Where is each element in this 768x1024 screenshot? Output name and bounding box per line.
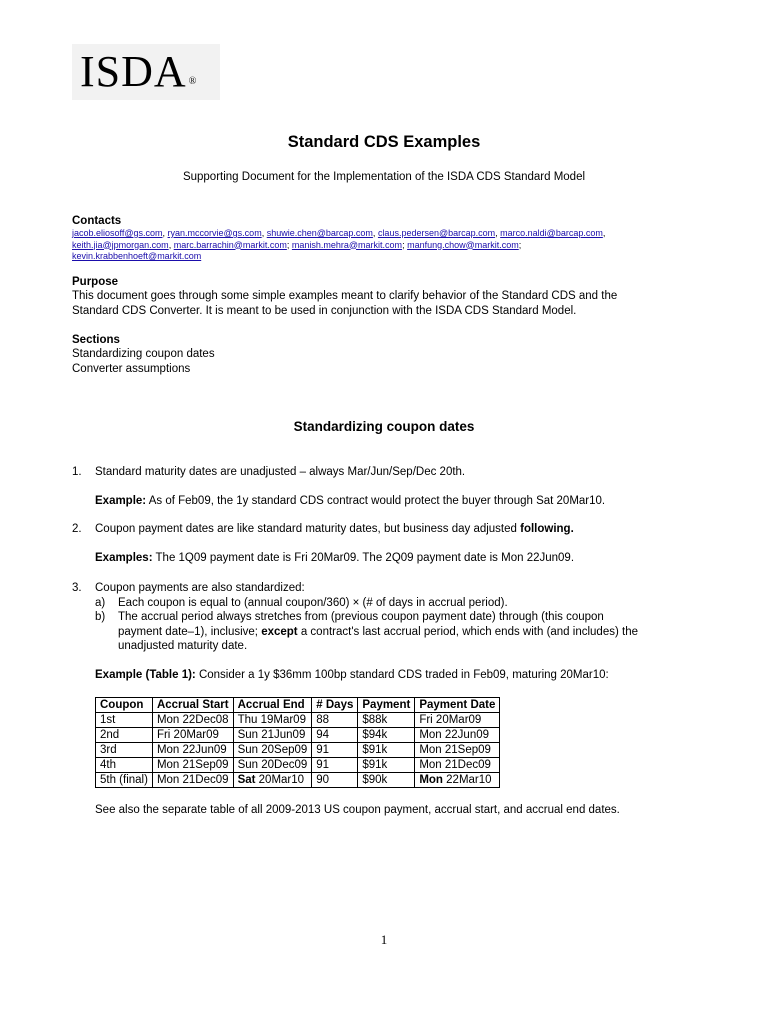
cell-payment: $88k xyxy=(358,713,415,728)
email-link[interactable]: ryan.mccorvie@gs.com xyxy=(167,228,262,238)
email-link[interactable]: manish.mehra@markit.com xyxy=(291,239,403,250)
see-also-note: See also the separate table of all 2009-2013 US coupon payment, accrual start, and accrual end dates. xyxy=(95,804,620,816)
coupon-table xyxy=(95,697,500,788)
email-link[interactable]: kevin.krabbenhoeft@markit.com xyxy=(72,251,202,261)
item-number: 3. xyxy=(72,582,82,594)
sub-item-b xyxy=(95,610,702,654)
cell-payment: $90k xyxy=(358,773,415,788)
sub-item-label: a) xyxy=(95,596,106,609)
column-header: Payment xyxy=(358,698,415,713)
column-header: Accrual End xyxy=(233,698,312,713)
example-text: Consider a 1y $36mm 100bp standard CDS traded in Feb09, maturing 20Mar10: xyxy=(195,668,609,681)
cell-days: 91 xyxy=(312,743,358,758)
email-link[interactable]: manfung.chow@markit.com xyxy=(407,239,519,250)
list-item-1 xyxy=(72,465,702,508)
cell-payment: $94k xyxy=(358,728,415,743)
email-link[interactable]: shuwie.chen@barcap.com xyxy=(266,228,373,238)
table-row xyxy=(96,713,500,728)
document-subtitle: Supporting Document for the Implementation of the ISDA CDS Standard Model xyxy=(182,171,586,183)
section-entry: Converter assumptions xyxy=(72,362,191,375)
isda-logo xyxy=(72,44,220,100)
logo-text: ISDA xyxy=(80,47,187,96)
item-text xyxy=(95,522,702,537)
purpose-section xyxy=(72,275,692,318)
sections-list xyxy=(72,333,692,376)
bold-day: Mon xyxy=(419,774,443,786)
contacts-section xyxy=(72,214,692,263)
sub-item-text: unadjusted maturity date. xyxy=(118,640,248,652)
example-text: The 1Q09 payment date is Fri 20Mar09. The 2Q09 payment date is Mon 22Jun09. xyxy=(152,551,575,564)
table-row xyxy=(96,728,500,743)
cell-accrual-start: Fri 20Mar09 xyxy=(152,728,233,743)
example-line xyxy=(95,494,702,509)
cell-payment-date: Mon 21Dec09 xyxy=(415,758,500,773)
cell-payment-date: Mon 22Mar10 xyxy=(415,773,500,788)
cell-days: 90 xyxy=(312,773,358,788)
example-line xyxy=(95,668,702,683)
item-text-part: Coupon payment dates are like standard maturity dates, but business day adjusted xyxy=(95,523,521,535)
cell-coupon: 3rd xyxy=(96,743,153,758)
section-entry: Standardizing coupon dates xyxy=(72,348,215,360)
cell-accrual-end: Sun 20Dec09 xyxy=(233,758,312,773)
sub-item-text: The accrual period always stretches from (previous coupon payment date) through (this coupon xyxy=(118,611,604,623)
table-row xyxy=(96,758,500,773)
column-header: Coupon xyxy=(96,698,153,713)
example-label: Examples: xyxy=(95,551,153,564)
cell-payment-date: Fri 20Mar09 xyxy=(415,713,500,728)
contacts-heading: Contacts xyxy=(72,215,122,227)
item-number: 1. xyxy=(72,466,82,478)
cell-accrual-end: Sun 21Jun09 xyxy=(233,728,312,743)
item-text: Standard maturity dates are unadjusted – always Mar/Jun/Sep/Dec 20th. xyxy=(95,466,466,478)
cell-coupon: 1st xyxy=(96,713,153,728)
registered-mark: ® xyxy=(188,75,197,87)
page-number: 1 xyxy=(380,932,388,947)
cell-days: 88 xyxy=(312,713,358,728)
cell-days: 91 xyxy=(312,758,358,773)
cell-accrual-start: Mon 22Dec08 xyxy=(152,713,233,728)
purpose-heading: Purpose xyxy=(72,276,119,288)
table-header-row xyxy=(96,698,500,713)
table-row xyxy=(96,743,500,758)
cell-accrual-end: Sat 20Mar10 xyxy=(233,773,312,788)
list-item-2 xyxy=(72,522,702,565)
cell-accrual-start: Mon 21Sep09 xyxy=(152,758,233,773)
sub-item-a xyxy=(95,596,702,611)
cell-payment: $91k xyxy=(358,743,415,758)
purpose-line: Standard CDS Converter. It is meant to be used in conjunction with the ISDA CDS Standard Model. xyxy=(72,304,577,317)
section-title: Standardizing coupon dates xyxy=(293,419,475,434)
list-item-3 xyxy=(72,581,702,682)
cell-days: 94 xyxy=(312,728,358,743)
example-label: Example (Table 1): xyxy=(95,668,196,681)
cell-accrual-start: Mon 21Dec09 xyxy=(152,773,233,788)
column-header: Accrual Start xyxy=(152,698,233,713)
email-link[interactable]: marc.barrachin@markit.com xyxy=(173,239,287,250)
item-number: 2. xyxy=(72,523,82,535)
cell-coupon: 5th (final) xyxy=(96,773,153,788)
except-bold: except xyxy=(261,625,298,638)
cell-payment-date: Mon 21Sep09 xyxy=(415,743,500,758)
contact-emails: jacob.eliosoff@gs.com, ryan.mccorvie@gs.com, shuwie.chen@barcap.com, claus.pedersen@barcap.com, marco.naldi@barcap.com, keith.jia@jpmorgan.com, marc.barrachin@markit.com; manish.mehra@markit.com; manfung.chow@markit.com; kevin.krabbenhoeft@markit.com xyxy=(72,228,606,261)
cell-accrual-end: Sun 20Sep09 xyxy=(233,743,312,758)
cell-payment-date: Mon 22Jun09 xyxy=(415,728,500,743)
sub-item-label: b) xyxy=(95,611,106,623)
email-link[interactable]: jacob.eliosoff@gs.com xyxy=(72,228,163,238)
purpose-line: This document goes through some simple examples meant to clarify behavior of the Standard CDS and the xyxy=(72,290,618,302)
cell-accrual-start: Mon 22Jun09 xyxy=(152,743,233,758)
cell-coupon: 2nd xyxy=(96,728,153,743)
example-line xyxy=(95,551,702,566)
document-title: Standard CDS Examples xyxy=(287,133,481,151)
cell-coupon: 4th xyxy=(96,758,153,773)
column-header: Payment Date xyxy=(415,698,500,713)
example-label: Example: xyxy=(95,494,147,507)
item-text-bold: following. xyxy=(520,523,574,535)
item-text: Coupon payments are also standardized: xyxy=(95,582,305,594)
cell-payment: $91k xyxy=(358,758,415,773)
sub-item-text: Each coupon is equal to (annual coupon/360) × (# of days in accrual period). xyxy=(118,596,508,609)
table-row xyxy=(96,773,500,788)
email-link[interactable]: marco.naldi@barcap.com xyxy=(500,228,603,238)
email-link[interactable]: keith.jia@jpmorgan.com xyxy=(72,239,169,250)
bold-day: Sat xyxy=(237,774,256,786)
sub-item-text: payment date–1), inclusive; except a contract's last accrual period, which ends with (and includes) the xyxy=(118,625,638,638)
column-header: # Days xyxy=(312,698,358,713)
cell-accrual-end: Thu 19Mar09 xyxy=(233,713,312,728)
email-link[interactable]: claus.pedersen@barcap.com xyxy=(377,228,496,238)
example-text: As of Feb09, the 1y standard CDS contract would protect the buyer through Sat 20Mar10. xyxy=(146,494,606,507)
sections-heading: Sections xyxy=(72,334,120,346)
